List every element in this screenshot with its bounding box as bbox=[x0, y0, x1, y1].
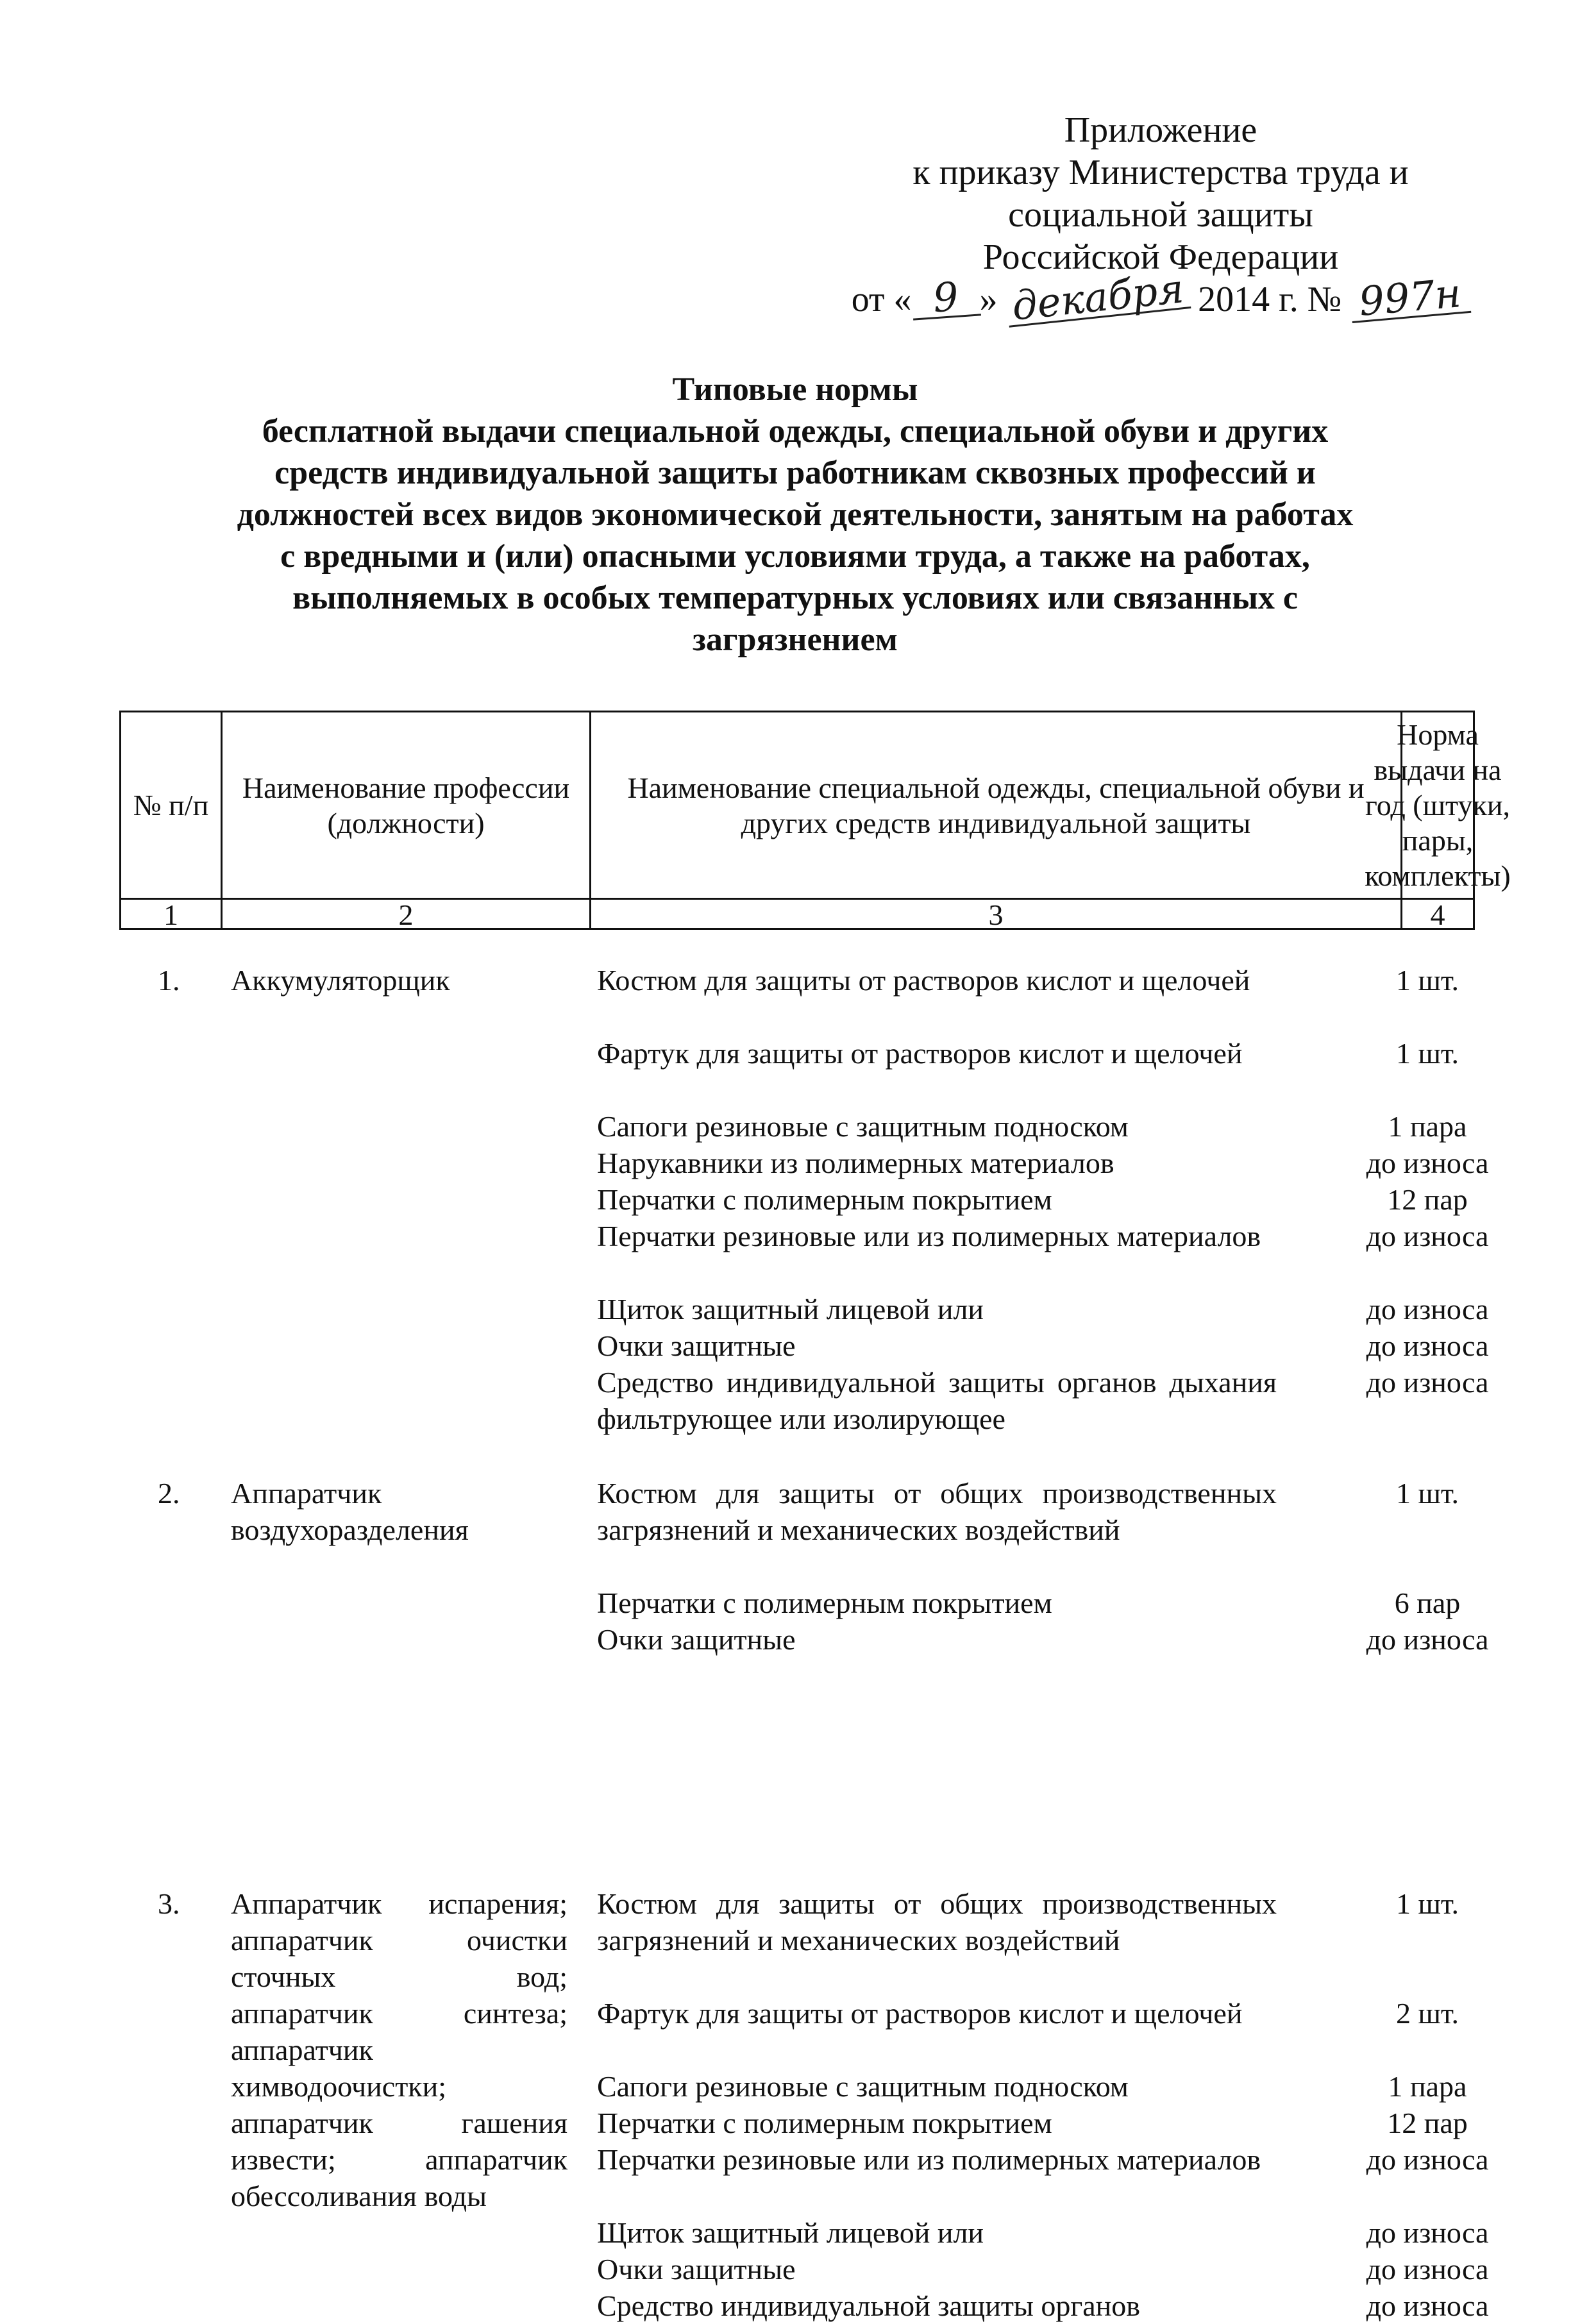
header-col-number bbox=[121, 712, 223, 931]
ppe-item bbox=[597, 1995, 1459, 2068]
ppe-item-norm: 1 шт. bbox=[1395, 1887, 1459, 1920]
ppe-item bbox=[597, 2105, 1468, 2141]
title-line: загрязнением bbox=[693, 621, 898, 658]
date-prefix: от « bbox=[851, 280, 912, 319]
ppe-item bbox=[597, 962, 1459, 1035]
ppe-item-norm: до износа bbox=[1366, 2253, 1489, 2286]
order-date-line bbox=[846, 265, 1475, 330]
ppe-item-norm: 1 шт. bbox=[1395, 1037, 1459, 1070]
title-line: средств индивидуальной защиты работникам сквозных профессий и bbox=[274, 455, 1316, 491]
approval-line: к приказу Министерства труда и bbox=[912, 153, 1409, 192]
profession-line: обессоливания воды bbox=[231, 2180, 487, 2212]
title-line: Типовые нормы bbox=[672, 371, 918, 408]
ppe-item-name: Перчатки резиновые или из полимерных материалов bbox=[597, 1220, 1261, 1252]
title-line: с вредными и (или) опасными условиями труда, а также на работах, bbox=[280, 538, 1310, 575]
ppe-item bbox=[597, 2251, 1489, 2287]
title-line: выполняемых в особых температурных условиях или связанных с bbox=[292, 580, 1298, 616]
approval-block bbox=[846, 109, 1475, 330]
ppe-item-norm: 1 шт. bbox=[1395, 1477, 1459, 1510]
document-title bbox=[128, 369, 1462, 661]
ppe-item-norm: до износа bbox=[1366, 2143, 1489, 2176]
ppe-item-name: Костюм для защиты от общих производственных загрязнений и механических воздействий bbox=[597, 1477, 1277, 1546]
header-cell: Наименование специальной одежды, специальной обуви и других средств индивидуальной защиты bbox=[627, 771, 1365, 839]
header-col-profession bbox=[223, 712, 591, 931]
title-line: бесплатной выдачи специальной одежды, специальной обуви и других bbox=[262, 413, 1329, 450]
ppe-item-norm: 1 шт. bbox=[1395, 964, 1459, 997]
ppe-item bbox=[597, 1585, 1461, 1621]
profession-line: Аккумуляторщик bbox=[231, 964, 450, 997]
ppe-item-norm: до износа bbox=[1366, 1220, 1489, 1252]
ppe-item-norm: 1 пара bbox=[1388, 1110, 1467, 1143]
ppe-item bbox=[597, 2214, 1489, 2251]
ppe-item-name: Сапоги резиновые с защитным подноском bbox=[597, 1110, 1129, 1143]
title-line: должностей всех видов экономической деятельности, занятым на работах bbox=[237, 496, 1354, 533]
ppe-item-name: Перчатки с полимерным покрытием bbox=[597, 1183, 1052, 1216]
ppe-item-norm: до износа bbox=[1366, 1147, 1489, 1179]
ppe-item-norm: 1 пара bbox=[1388, 2070, 1467, 2103]
ppe-item-name: Нарукавники из полимерных материалов bbox=[597, 1147, 1114, 1179]
profession-line: сточных вод; bbox=[231, 1960, 568, 1993]
ppe-item-norm: до износа bbox=[1366, 2289, 1489, 2322]
ppe-item bbox=[597, 2287, 1489, 2324]
ppe-list bbox=[597, 1885, 1489, 2324]
ppe-item-name: Очки защитные bbox=[597, 1623, 796, 1656]
profession-line: воздухоразделения bbox=[231, 1513, 469, 1546]
ppe-item bbox=[597, 2068, 1467, 2105]
profession-line: аппаратчик очистки bbox=[231, 1924, 568, 1957]
handwritten-month: декабря bbox=[1005, 269, 1190, 327]
row-number: 2. bbox=[158, 1477, 180, 1510]
ppe-item bbox=[597, 1621, 1489, 1658]
profession-line: извести; аппаратчик bbox=[231, 2143, 568, 2176]
ppe-item-norm: 12 пар bbox=[1387, 1183, 1468, 1216]
ppe-item-name: Перчатки с полимерным покрытием bbox=[597, 1587, 1052, 1619]
ppe-item-norm: до износа bbox=[1366, 1329, 1489, 1362]
ppe-item bbox=[597, 1181, 1468, 1218]
column-index: 2 bbox=[223, 898, 589, 932]
profession-name bbox=[231, 1475, 568, 1548]
ppe-item-name: Фартук для защиты от растворов кислот и щелочей bbox=[597, 1997, 1243, 2030]
row-number: 3. bbox=[158, 1887, 180, 1920]
profession-line: Аппаратчик bbox=[231, 1477, 382, 1510]
ppe-item-name: Очки защитные bbox=[597, 2253, 796, 2286]
ppe-item-norm: до износа bbox=[1366, 1293, 1489, 1326]
approval-line: социальной защиты bbox=[1008, 195, 1313, 235]
date-year: 2014 г. № bbox=[1198, 280, 1342, 319]
ppe-item-name: Средство индивидуальной защиты органов дыхания фильтрующее или изолирующее bbox=[597, 1366, 1277, 1435]
ppe-item-norm: до износа bbox=[1366, 2216, 1489, 2249]
ppe-item-name: Перчатки с полимерным покрытием bbox=[597, 2107, 1052, 2139]
header-col-ppe bbox=[591, 712, 1402, 931]
profession-line: химводоочистки; bbox=[231, 2070, 447, 2103]
ppe-item-name: Средство индивидуальной защиты органов bbox=[597, 2289, 1140, 2322]
ppe-item-name: Костюм для защиты от растворов кислот и щелочей bbox=[597, 964, 1250, 997]
ppe-item-name: Сапоги резиновые с защитным подноском bbox=[597, 2070, 1129, 2103]
ppe-item bbox=[597, 1291, 1489, 1327]
column-index: 3 bbox=[591, 898, 1400, 932]
profession-line: Аппаратчик испарения; bbox=[231, 1887, 568, 1920]
table-header bbox=[119, 711, 1511, 931]
profession-line: аппаратчик гашения bbox=[231, 2107, 568, 2139]
profession-line: аппаратчик синтеза; bbox=[231, 1997, 568, 2030]
ppe-item bbox=[597, 2141, 1489, 2214]
header-cell: Норма выдачи на год (штуки, пары, комплекты) bbox=[1365, 718, 1511, 892]
ppe-item-norm: 2 шт. bbox=[1395, 1997, 1459, 2030]
ppe-item-name: Щиток защитный лицевой или bbox=[597, 2216, 984, 2249]
handwritten-day: 9 bbox=[911, 276, 981, 320]
ppe-item bbox=[597, 1145, 1489, 1181]
ppe-item bbox=[597, 1035, 1459, 1108]
ppe-item-norm: до износа bbox=[1366, 1623, 1489, 1656]
ppe-item bbox=[597, 1364, 1489, 1437]
ppe-item bbox=[597, 1327, 1489, 1364]
date-mid: » bbox=[979, 280, 998, 319]
ppe-item-name: Очки защитные bbox=[597, 1329, 796, 1362]
profession-name bbox=[231, 962, 568, 998]
profession-line: аппаратчик bbox=[231, 2034, 373, 2066]
column-index: 4 bbox=[1402, 898, 1473, 932]
ppe-item bbox=[597, 1218, 1489, 1291]
ppe-item bbox=[597, 1108, 1467, 1145]
header-cell: Наименование профессии (должности) bbox=[242, 771, 570, 839]
column-index: 1 bbox=[121, 898, 221, 932]
ppe-item-name: Костюм для защиты от общих производственных загрязнений и механических воздействий bbox=[597, 1887, 1277, 1957]
approval-line: Российской Федерации bbox=[982, 237, 1339, 277]
header-col-norm bbox=[1365, 712, 1511, 931]
ppe-item-norm: 6 пар bbox=[1394, 1587, 1461, 1619]
ppe-list bbox=[597, 1475, 1489, 1658]
header-cell: № п/п bbox=[133, 789, 209, 821]
ppe-item-norm: 12 пар bbox=[1387, 2107, 1468, 2139]
ppe-item-norm: до износа bbox=[1366, 1366, 1489, 1399]
ppe-item bbox=[597, 1885, 1459, 1995]
approval-line: Приложение bbox=[1064, 110, 1257, 150]
ppe-item-name: Перчатки резиновые или из полимерных материалов bbox=[597, 2143, 1261, 2176]
handwritten-order-number: 997н bbox=[1349, 274, 1472, 323]
ppe-item-name: Щиток защитный лицевой или bbox=[597, 1293, 984, 1326]
ppe-item-name: Фартук для защиты от растворов кислот и щелочей bbox=[597, 1037, 1243, 1070]
row-number: 1. bbox=[158, 964, 180, 997]
profession-name bbox=[231, 1885, 568, 2214]
ppe-list bbox=[597, 962, 1489, 1437]
ppe-item bbox=[597, 1475, 1459, 1585]
